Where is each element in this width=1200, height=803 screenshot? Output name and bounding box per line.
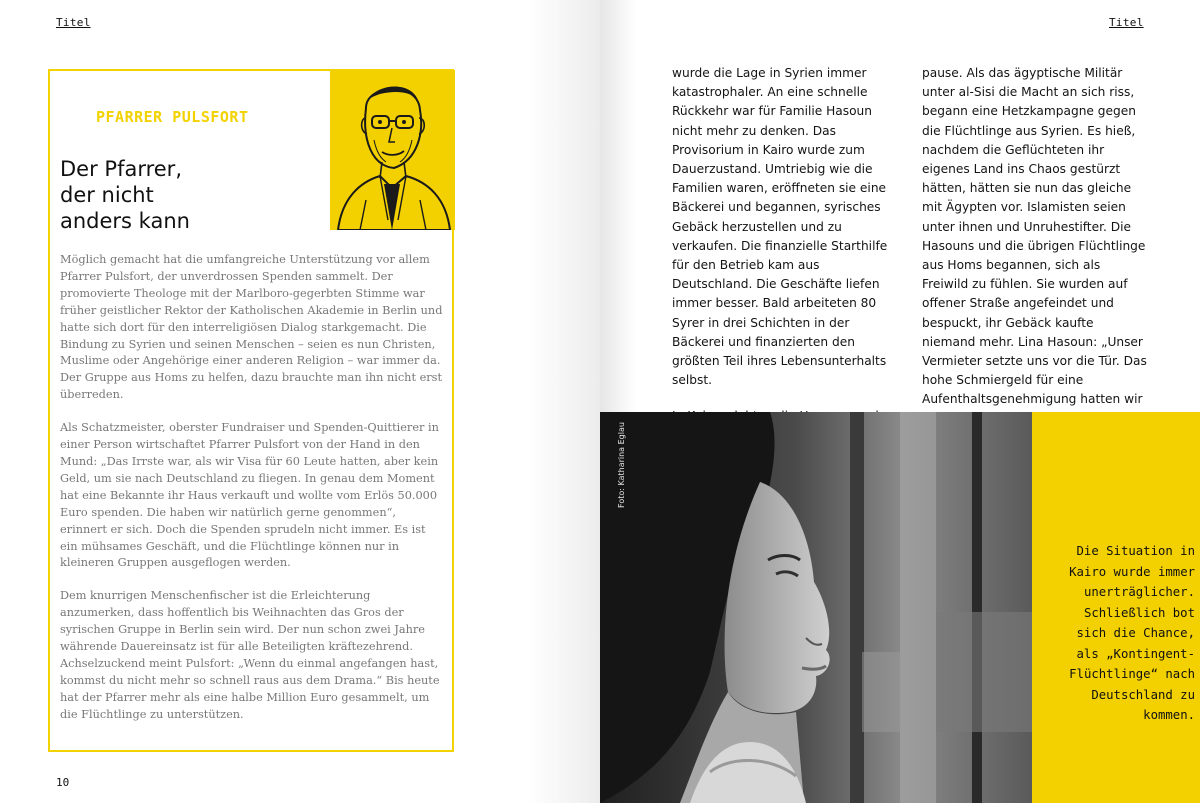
- paragraph: wurde die Lage in Syrien immer katastrophaler. An eine schnelle Rückkehr war für Familie Hasoun nicht mehr zu denken. Das Provisorium in Kairo wurde zum Dauerzustand. Umtriebig wie die Familien waren, eröffneten sie eine Bäckerei und begannen, syrisches Gebäck herzustellen und zu verkaufen. Die finanzielle Starthilfe für den Betrieb kam aus Deutschland. Die Geschäfte liefen immer besser. Bald arbeiteten 80 Syrer in drei Schichten in der Bäckerei und finanzierten den größten Teil ihres Lebensunterhalts selbst.: [672, 66, 888, 388]
- article-body-left: [60, 252, 445, 740]
- paragraph: Dem knurrigen Menschenfischer ist die Erleichterung anzumerken, dass hoffentlich bis Weihnachten das Gros der syrischen Gruppe in Berlin sein wird. Der nun schon zwei Jahre währende Dauereinsatz ist für alle Beteiligten kräftezehrend. Achselzuckend meint Pulsfort: „Wenn du einmal angefangen hast, kommst du nicht mehr so schnell raus aus dem Drama.“ Bis heute hat der Pfarrer mehr als eine halbe Million Euro gesammelt, um die Flüchtlinge zu unterstützen.: [60, 589, 440, 721]
- photo-credit: Foto: Katharina Eglau: [617, 422, 626, 508]
- kicker: PFARRER PULSFORT: [96, 108, 249, 126]
- man-with-glasses-portrait-icon: [330, 70, 455, 230]
- text-column-b: [922, 64, 1148, 465]
- headline: Der Pfarrer, der nicht anders kann: [60, 157, 190, 233]
- paragraph: Als Schatzmeister, oberster Fundraiser und Spenden-Quittierer in einer Person wirtschaftet Pfarrer Pulsfort von der Hand in den Mund: „Das Irrste war, als wir Visa für 60 Leute hatten, aber kein Geld, um sie nach Deutschland zu fliegen. In genau dem Moment hat eine Bekannte ihr Haus verkauft und wollte vom Erlös 50.000 Euro spenden. Die haben wir natürlich gerne genommen“, erinnert er sich. Doch die Spenden sprudeln nicht immer. Es ist ein mühsames Geschäft, und die Flüchtlinge können nur in kleineren Gruppen ausgeflogen werden.: [60, 421, 439, 570]
- running-head: Titel: [56, 16, 91, 29]
- girl-profile-photo-icon: [600, 412, 1032, 803]
- running-head: Titel: [1109, 16, 1144, 29]
- page-number: 10: [56, 776, 70, 789]
- paragraph: Möglich gemacht hat die umfangreiche Unterstützung vor allem Pfarrer Pulsfort, der unverdrossen Spenden sammelt. Der promovierte Theologe mit der Marlboro-gegerbten Stimme war früher geistlicher Rektor der Katholischen Akademie in Berlin und hatte sich dort für den interreligiösen Dialog starkgemacht. Die Bindung zu Syrien und seinen Menschen – seien es nun Christen, Muslime oder Angehörige einer anderen Religion – war immer da. Der Gruppe aus Homs zu helfen, dazu brauchte man ihn nicht erst überreden.: [60, 253, 443, 402]
- paragraph: pause. Als das ägyptische Militär unter al-Sisi die Macht an sich riss, begann eine Hetzkampagne gegen die Flüchtlinge aus Syrien. Es hieß, nachdem die Geflüchteten ihr eigenes Land ins Chaos gestürzt hätten, hätten sie nun das gleiche mit Ägypten vor. Islamisten seien unter ihnen und Unruhestifter. Die Hasouns und die übrigen Flüchtlinge aus Homs begannen, sich als Freiwild zu fühlen. Sie wurden auf offener Straße angefeindet und bespuckt, ihr Gebäck kaufte niemand mehr. Lina Hasoun: „Unser Vermieter setzte uns vor die Tür. Das hohe Schmiergeld für eine Aufenthaltsgenehmigung hatten wir: [922, 66, 1147, 407]
- pull-quote: Die Situation in Kairo wurde immer unerträglicher. Schließlich bot sich die Chance, als „Kontingent-Flüchtlinge“ nach Deutschland zu kommen.: [1069, 544, 1195, 722]
